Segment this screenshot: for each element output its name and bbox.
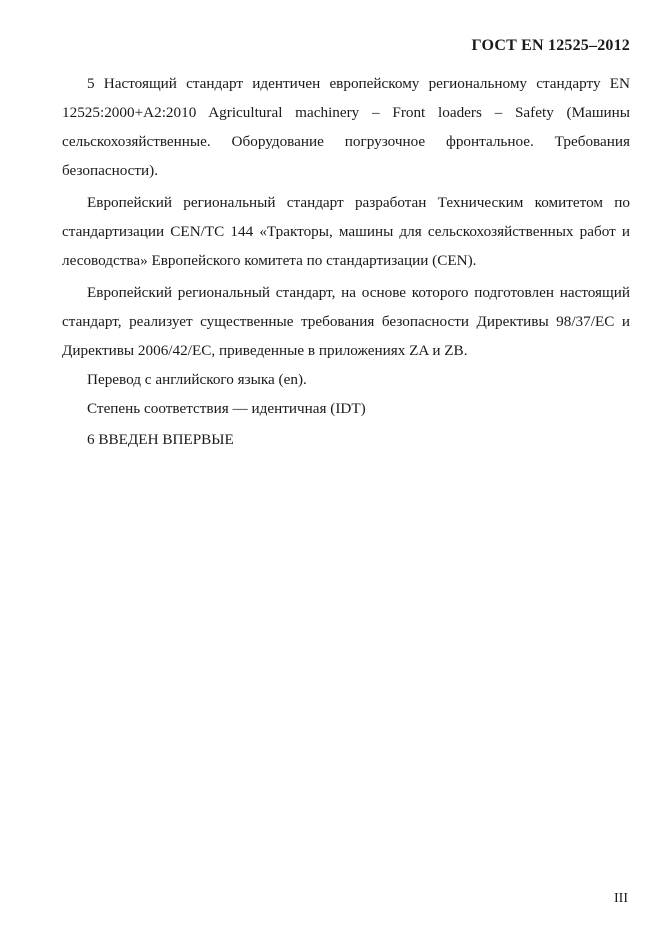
paragraph-translation: Перевод с английского языка (en). (87, 371, 307, 388)
standard-code-header: ГОСТ EN 12525–2012 (471, 37, 630, 54)
paragraph-identical-standard: 5 Настоящий стандарт идентичен европейскому региональному стандарту EN 12525:2000+A2:2010 Agricultural machinery – Front loaders – Safety (Машины сельскохозяйственные. Оборудование погрузочное фронтальное. Требования безопасности). (62, 75, 630, 179)
section-6-introduced-first: 6 ВВЕДЕН ВПЕРВЫЕ (87, 431, 234, 448)
paragraph-conformity-degree: Степень соответствия — идентичная (IDT) (87, 400, 366, 417)
page-number: III (614, 891, 628, 906)
paragraph-directives: Европейский региональный стандарт, на основе которого подготовлен настоящий стандарт, реализует существенные требования безопасности Директивы 98/37/EC и Директивы 2006/42/EC, приведенные в приложениях ZA и ZB. (62, 284, 630, 359)
paragraph-technical-committee: Европейский региональный стандарт разработан Техническим комитетом по стандартизации CEN/TC 144 «Тракторы, машины для сельскохозяйственных работ и лесоводства» Европейского комитета по стандартизации (CEN). (62, 194, 630, 269)
preface-body (62, 69, 630, 423)
